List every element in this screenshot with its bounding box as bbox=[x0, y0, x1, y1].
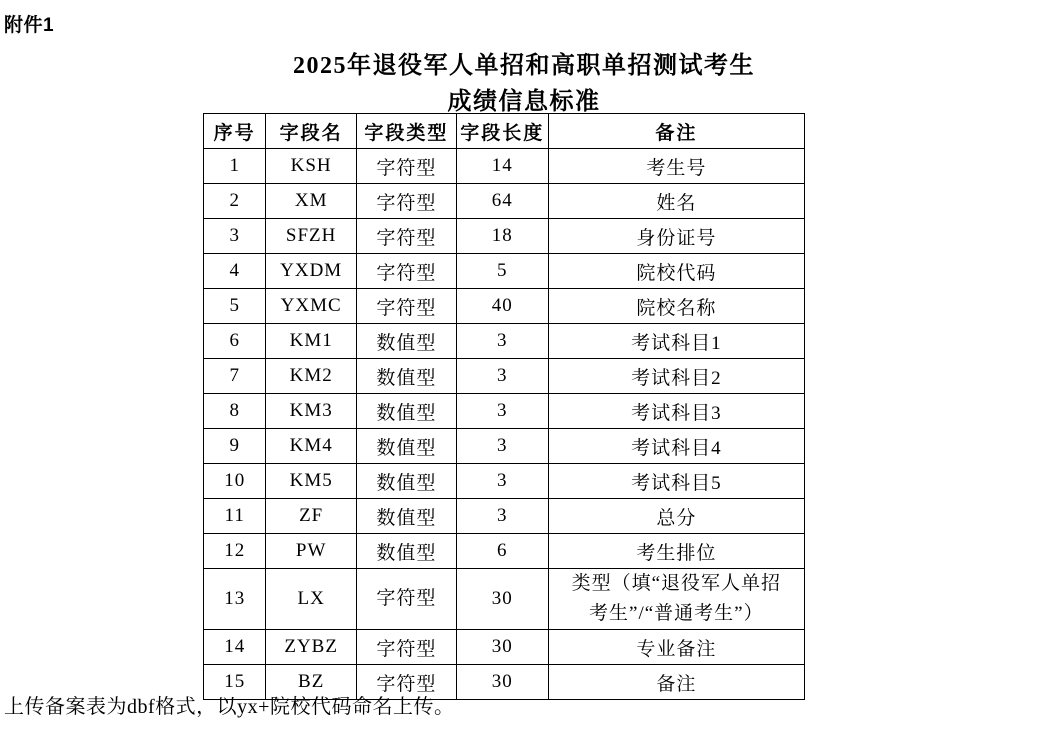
cell-no: 15 bbox=[204, 665, 266, 700]
cell-field: XM bbox=[266, 184, 357, 219]
cell-note: 总分 bbox=[548, 499, 804, 534]
cell-type: 数值型 bbox=[356, 429, 456, 464]
cell-type: 字符型 bbox=[356, 254, 456, 289]
table-row bbox=[204, 219, 805, 254]
cell-note: 考试科目3 bbox=[548, 394, 804, 429]
cell-type: 字符型 bbox=[356, 289, 456, 324]
cell-no: 8 bbox=[204, 394, 266, 429]
cell-note-line-2: 考生”/“普通考生”） bbox=[589, 603, 764, 624]
table-row bbox=[204, 464, 805, 499]
field-spec-table bbox=[203, 113, 805, 700]
table-row bbox=[204, 429, 805, 464]
table-row bbox=[204, 359, 805, 394]
cell-length: 3 bbox=[456, 429, 548, 464]
cell-type: 数值型 bbox=[356, 394, 456, 429]
cell-field: KSH bbox=[266, 149, 357, 184]
cell-type: 数值型 bbox=[356, 464, 456, 499]
cell-no: 10 bbox=[204, 464, 266, 499]
cell-length: 40 bbox=[456, 289, 548, 324]
cell-note: 考试科目2 bbox=[548, 359, 804, 394]
cell-type: 数值型 bbox=[356, 324, 456, 359]
cell-no: 6 bbox=[204, 324, 266, 359]
cell-field: LX bbox=[266, 569, 357, 630]
cell-field: KM2 bbox=[266, 359, 357, 394]
table-row bbox=[204, 630, 805, 665]
cell-note: 考试科目5 bbox=[548, 464, 804, 499]
cell-note: 身份证号 bbox=[548, 219, 804, 254]
table-row bbox=[204, 184, 805, 219]
cell-length: 30 bbox=[456, 569, 548, 630]
table-row bbox=[204, 394, 805, 429]
cell-type: 字符型 bbox=[356, 149, 456, 184]
cell-type: 数值型 bbox=[356, 534, 456, 569]
cell-no: 5 bbox=[204, 289, 266, 324]
column-header-note: 备注 bbox=[548, 114, 804, 149]
table-body bbox=[204, 149, 805, 700]
cell-no: 7 bbox=[204, 359, 266, 394]
cell-length: 30 bbox=[456, 665, 548, 700]
cell-type: 字符型 bbox=[356, 219, 456, 254]
page-title-line-2: 成绩信息标准 bbox=[447, 89, 601, 115]
cell-no: 11 bbox=[204, 499, 266, 534]
table-row bbox=[204, 254, 805, 289]
cell-note: 专业备注 bbox=[548, 630, 804, 665]
page-title bbox=[0, 48, 1048, 120]
cell-note: 考试科目1 bbox=[548, 324, 804, 359]
cell-length: 6 bbox=[456, 534, 548, 569]
column-header-field-type: 字段类型 bbox=[356, 114, 456, 149]
cell-no: 9 bbox=[204, 429, 266, 464]
cell-no: 12 bbox=[204, 534, 266, 569]
cell-length: 3 bbox=[456, 324, 548, 359]
cell-note-line-1: 类型（填“退役军人单招 bbox=[571, 573, 782, 594]
cell-field: SFZH bbox=[266, 219, 357, 254]
column-header-no: 序号 bbox=[204, 114, 266, 149]
column-header-field-length: 字段长度 bbox=[456, 114, 548, 149]
cell-field: PW bbox=[266, 534, 357, 569]
cell-note: 院校代码 bbox=[548, 254, 804, 289]
cell-length: 3 bbox=[456, 394, 548, 429]
cell-field: ZF bbox=[266, 499, 357, 534]
table-header-row bbox=[204, 114, 805, 149]
cell-field: KM5 bbox=[266, 464, 357, 499]
cell-note: 备注 bbox=[548, 665, 804, 700]
attachment-label: 附件1 bbox=[4, 15, 55, 36]
page-title-line-1: 2025年退役军人单招和高职单招测试考生 bbox=[293, 53, 755, 79]
cell-note bbox=[548, 569, 804, 630]
cell-type: 字符型 bbox=[356, 569, 456, 630]
table-row bbox=[204, 289, 805, 324]
cell-note: 考生排位 bbox=[548, 534, 804, 569]
cell-length: 30 bbox=[456, 630, 548, 665]
cell-note: 考试科目4 bbox=[548, 429, 804, 464]
cell-field: YXDM bbox=[266, 254, 357, 289]
cell-no: 3 bbox=[204, 219, 266, 254]
cell-type: 数值型 bbox=[356, 499, 456, 534]
cell-type: 数值型 bbox=[356, 359, 456, 394]
cell-length: 3 bbox=[456, 359, 548, 394]
cell-no: 14 bbox=[204, 630, 266, 665]
cell-length: 18 bbox=[456, 219, 548, 254]
cell-length: 5 bbox=[456, 254, 548, 289]
cell-note: 考生号 bbox=[548, 149, 804, 184]
cell-length: 64 bbox=[456, 184, 548, 219]
cell-no: 1 bbox=[204, 149, 266, 184]
cell-length: 14 bbox=[456, 149, 548, 184]
cell-field: KM3 bbox=[266, 394, 357, 429]
cell-no: 13 bbox=[204, 569, 266, 630]
column-header-field-name: 字段名 bbox=[266, 114, 357, 149]
cell-type: 字符型 bbox=[356, 665, 456, 700]
cell-no: 4 bbox=[204, 254, 266, 289]
cell-field: BZ bbox=[266, 665, 357, 700]
cell-field: KM1 bbox=[266, 324, 357, 359]
table-header bbox=[204, 114, 805, 149]
table-row bbox=[204, 534, 805, 569]
cell-field: KM4 bbox=[266, 429, 357, 464]
table-row bbox=[204, 324, 805, 359]
table-row bbox=[204, 569, 805, 630]
cell-no: 2 bbox=[204, 184, 266, 219]
cell-field: YXMC bbox=[266, 289, 357, 324]
cell-type: 字符型 bbox=[356, 630, 456, 665]
cell-note: 姓名 bbox=[548, 184, 804, 219]
footnote: 上传备案表为dbf格式，以yx+院校代码命名上传。 bbox=[4, 696, 455, 718]
table-row bbox=[204, 499, 805, 534]
cell-type: 字符型 bbox=[356, 184, 456, 219]
cell-length: 3 bbox=[456, 499, 548, 534]
cell-field: ZYBZ bbox=[266, 630, 357, 665]
table-row bbox=[204, 149, 805, 184]
cell-note: 院校名称 bbox=[548, 289, 804, 324]
cell-length: 3 bbox=[456, 464, 548, 499]
